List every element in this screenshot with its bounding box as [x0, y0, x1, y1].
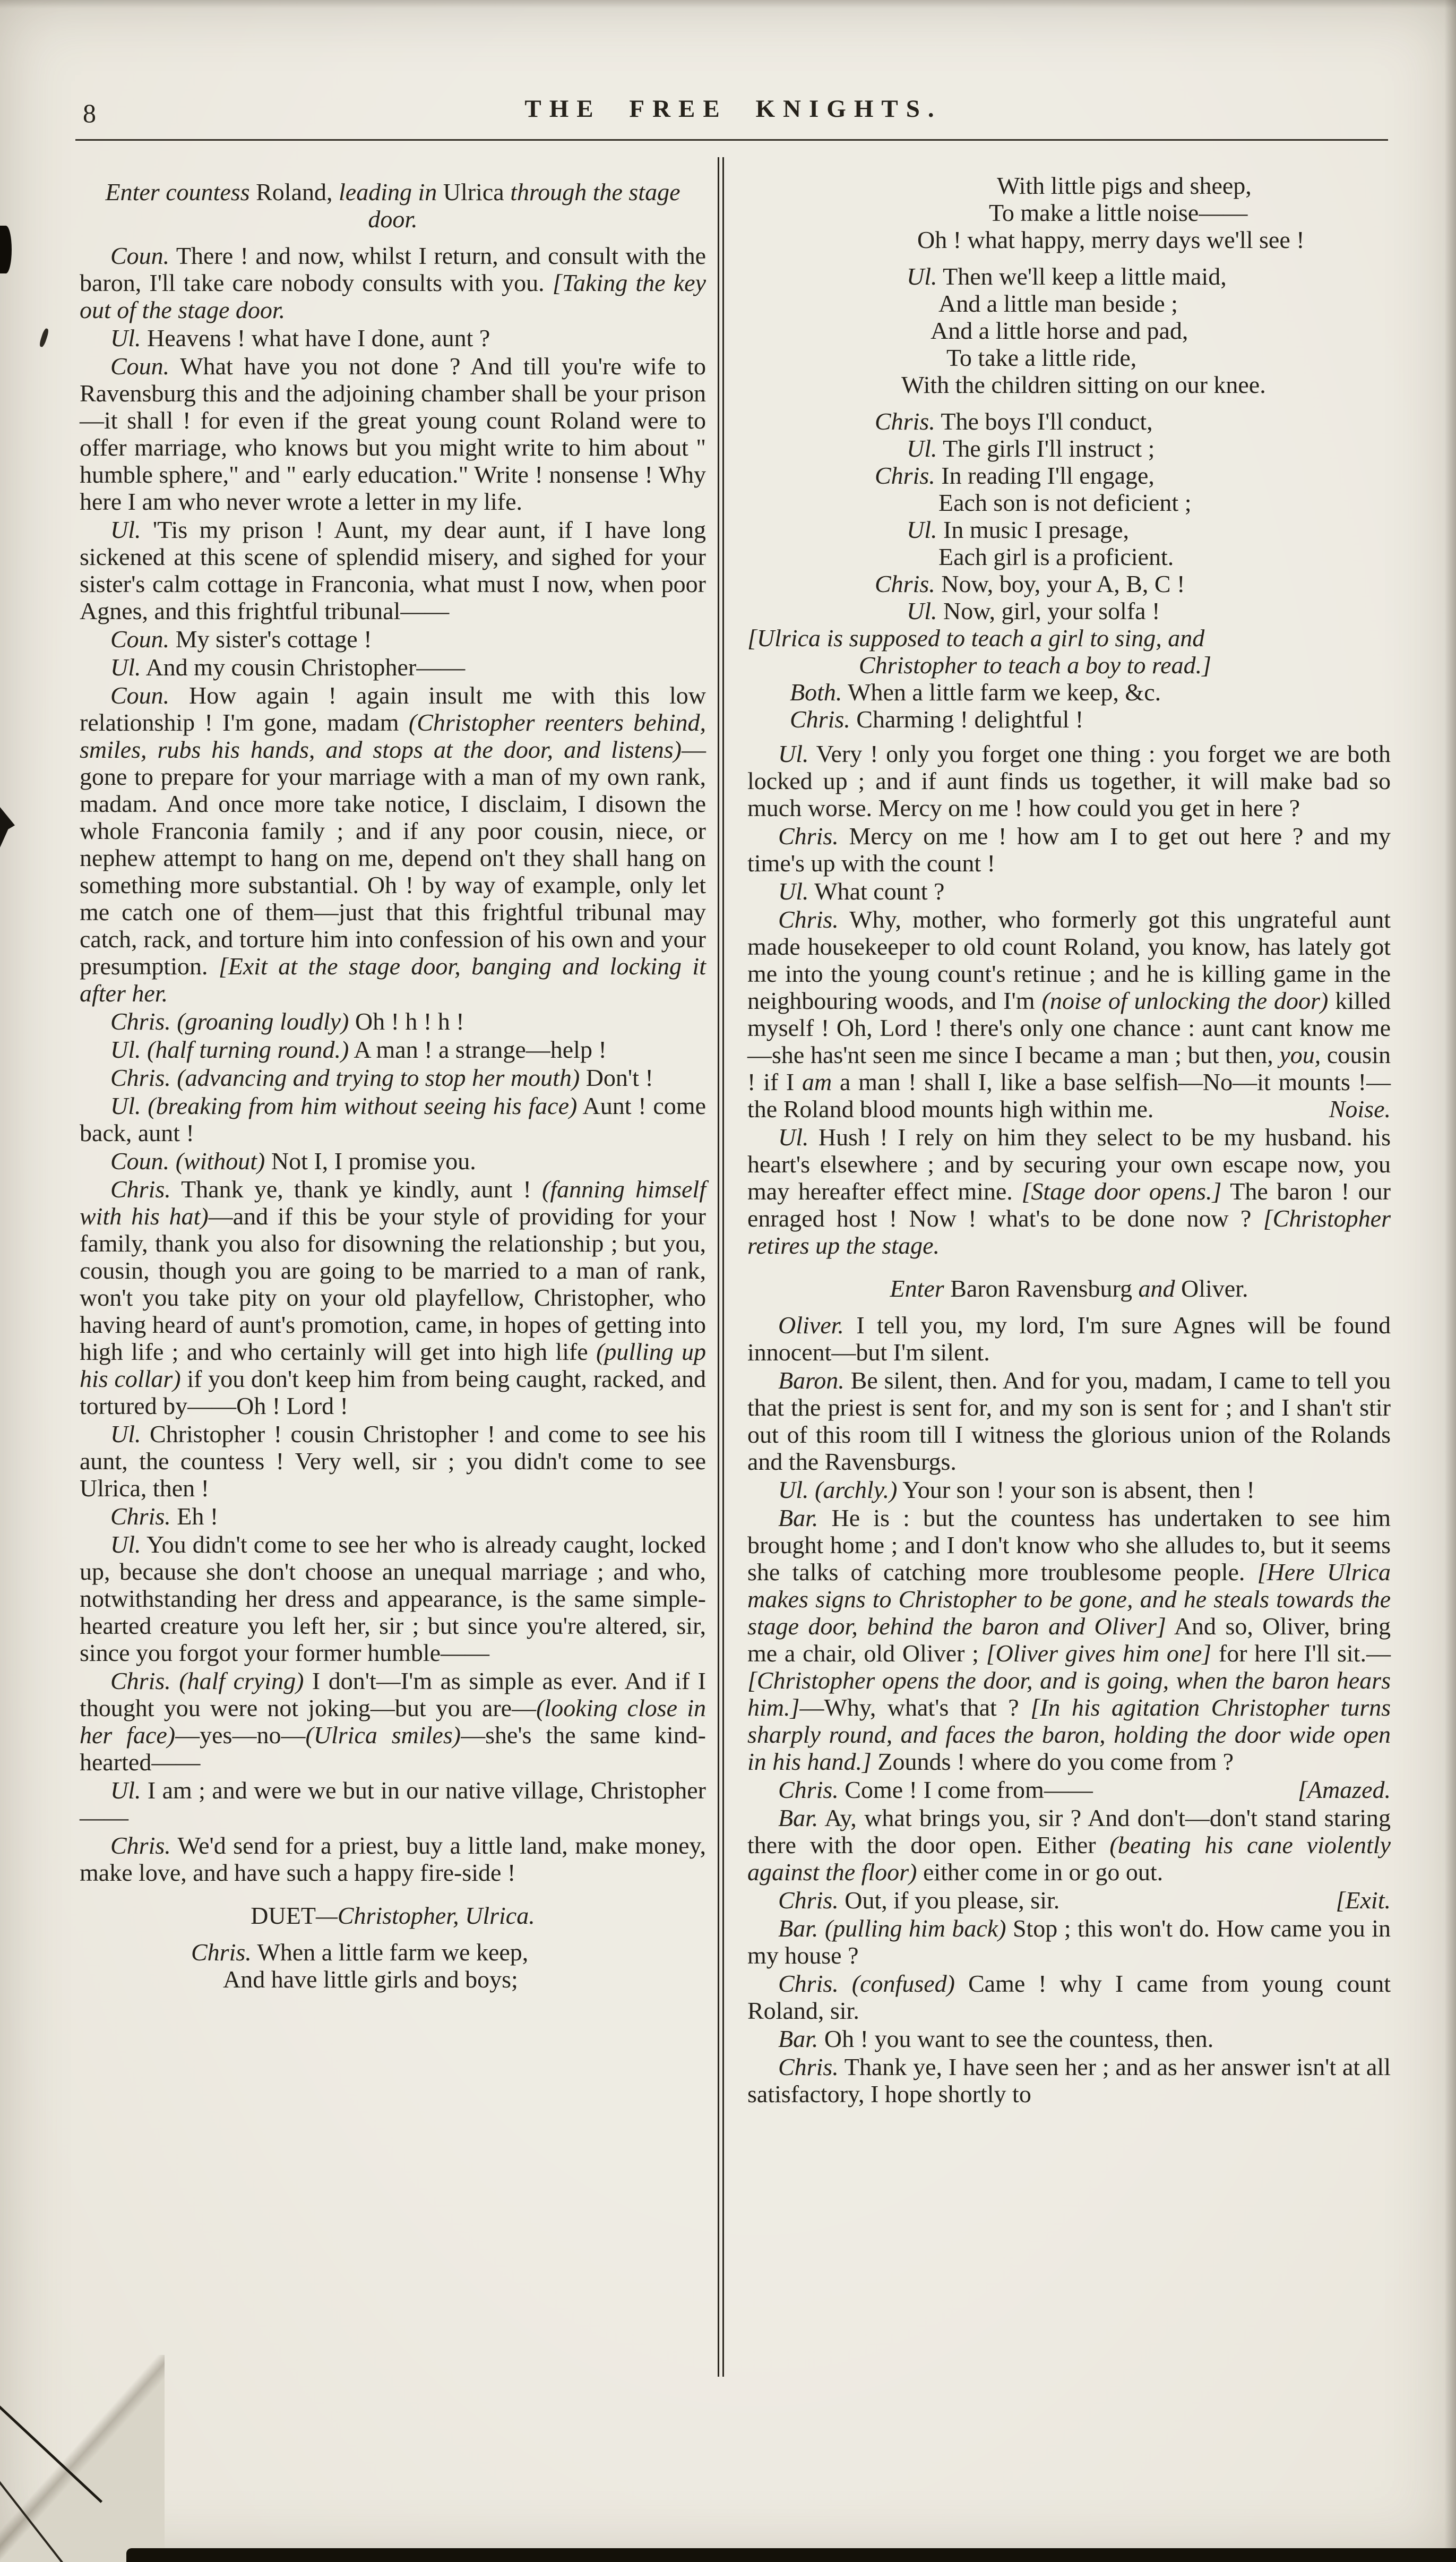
dialogue-text: Out, if you please, sir.	[838, 1887, 1060, 1914]
scan-artifact-ink-blob	[0, 807, 15, 847]
dialogue-text: We'd send for a priest, buy a little land, make money, make love, and have such a happy fire-side !	[80, 1832, 706, 1886]
scan-artifact-right-edge	[1444, 0, 1456, 2562]
verse-line	[938, 543, 1391, 570]
dialogue-text: I am ; and were we but in our native village, Christopher——	[80, 1777, 706, 1831]
stage-direction-text: (advancing and trying to stop her mouth)	[177, 1064, 580, 1091]
dialogue-text: a man ! shall I, like a base selfish—No—it mounts !—the Roland blood mounts high within me.	[747, 1068, 1391, 1123]
stage-direction-text: [Christopher retires up the stage.	[747, 1205, 1391, 1259]
verse-line	[907, 516, 1391, 543]
dialogue-text: What have you not done ? And till you're wife to Ravensburg this and the adjoining chamber shall be your prison—it shall ! for even if the great young count Roland were to offer marriage, who knows but you might write to him about " humble sphere," and " early education." Write ! nonsense ! Why here I am who never wrote a letter in my life.	[80, 353, 706, 515]
speech-paragraph	[80, 1503, 706, 1530]
dialogue-text: My sister's cottage !	[169, 625, 372, 653]
speech-paragraph	[80, 353, 706, 515]
verse-line	[790, 679, 1391, 706]
dialogue-text: Be silent, then. And for you, madam, I came to tell you that the priest is sent for, and my son is sent for ; and I shan't stir out of this room till I witness the glorious union of the Rolands and the Ravensburgs.	[747, 1367, 1391, 1475]
speech-paragraph	[747, 906, 1391, 1123]
dialogue-text: Oh ! h ! h !	[349, 1008, 464, 1035]
stage-direction-text: Chris.	[110, 1064, 171, 1091]
speech-paragraph	[747, 2053, 1391, 2107]
stage-direction-text: Ul.	[110, 1420, 141, 1447]
dialogue-text	[818, 1915, 824, 1942]
verse-line	[790, 706, 1391, 733]
dialogue-text: Roland,	[256, 178, 339, 205]
speech-paragraph	[747, 2025, 1391, 2052]
dialogue-text: Now, boy, your A, B, C !	[935, 570, 1185, 597]
dialogue-text: What count ?	[808, 878, 945, 905]
stage-direction-text: (archly.)	[815, 1476, 898, 1503]
dialogue-text: Not I, I promise you.	[265, 1147, 476, 1175]
dialogue-text: —gone to prepare for your marriage with a man of my own rank, madam. And once more take notice, I disclaim, I disown the whole Franconia family ; and if any poor cousin, niece, or nephew attempt to hang on me, depend on't they shall hang on something more substantial. Oh ! by way of example, only let me catch one of them—just that this frightful tribunal may catch, rack, and torture him into confession of his own and your presumption.	[80, 736, 706, 980]
speech-paragraph	[747, 1504, 1391, 1775]
speech-paragraph	[80, 1092, 706, 1146]
stage-direction-text: Enter	[890, 1275, 951, 1302]
page-number: 8	[83, 98, 96, 128]
dialogue-text: And my cousin Christopher——	[141, 654, 466, 681]
verse-line	[875, 570, 1391, 597]
stage-direction-text: Ul.	[778, 1124, 809, 1151]
stage-direction-text: Bar.	[778, 1915, 819, 1942]
stage-direction-text: [In his agitation Christopher turns sharply round, and faces the baron, holding the door wide open in his hand.]	[747, 1694, 1391, 1775]
speech-paragraph	[747, 878, 1391, 905]
dialogue-text: —yes—no—	[175, 1721, 306, 1749]
stage-direction-text: Chris.	[790, 706, 850, 733]
dialogue-text: Each son is not deficient ;	[938, 489, 1192, 516]
stage-direction-text: (half crying)	[179, 1667, 304, 1694]
speech-paragraph	[80, 242, 706, 323]
stage-direction-text: Ul.	[907, 597, 937, 624]
dialogue-text: There ! and now, whilst I return, and consult with the baron, I'll take care nobody consults with you.	[80, 242, 706, 296]
scan-artifact-ink-tick	[39, 328, 50, 347]
dialogue-text: Oh ! you want to see the countess, then.	[818, 2025, 1214, 2052]
speech-paragraph	[80, 1008, 706, 1035]
speech-paragraph	[747, 1476, 1391, 1503]
dialogue-text: How again ! again insult me with this low relationship ! I'm gone, madam	[80, 682, 706, 736]
dialogue-text: In reading I'll engage,	[935, 462, 1155, 489]
stage-direction-text: [Christopher opens the door, and is going, when the baron hears him.]	[747, 1667, 1391, 1721]
dialogue-text: Ulrica	[443, 178, 511, 205]
dialogue-text: —she's the same kind-hearted——	[80, 1721, 706, 1776]
speech-paragraph	[80, 1777, 706, 1831]
dialogue-text: killed myself ! Oh, Lord ! there's only one chance : aunt cant know me—she has'nt seen me since I became a man ; but then,	[747, 987, 1391, 1068]
stage-direction-text: [Exit at the stage door, banging and locking it after her.	[80, 953, 706, 1007]
stage-direction-text: —Christopher, Ulrica.	[315, 1902, 535, 1929]
dialogue-text	[171, 1008, 177, 1035]
dialogue-text: I don't—I'm as simple as ever. And if I thought you were not joking—but you are—	[80, 1667, 706, 1721]
dialogue-text	[169, 1147, 176, 1175]
dialogue-text: When a little farm we keep, &c.	[842, 679, 1161, 706]
speech-paragraph	[80, 1531, 706, 1666]
stage-direction-text: (beating his cane violently against the floor)	[747, 1831, 1391, 1886]
dialogue-text: The baron ! our enraged host ! Now ! what's to be done now ?	[747, 1178, 1391, 1232]
stage-direction-text: [Amazed.	[1297, 1776, 1391, 1803]
stage-direction-text: (fanning himself with his hat)	[80, 1176, 706, 1230]
stage-direction-text: (Ulrica smiles)	[305, 1721, 461, 1749]
speech-paragraph	[747, 740, 1391, 821]
dialogue-text: Come ! I come from——	[838, 1776, 1093, 1803]
verse-line	[191, 1939, 706, 1966]
dialogue-text: Your son ! your son is absent, then !	[897, 1476, 1255, 1503]
dialogue-text: 'Tis my prison ! Aunt, my dear aunt, if I have long sickened at this scene of splendid misery, and sighed for your sister's calm cottage in Franconia, what must I now, when poor Agnes, and this frightful tribunal——	[80, 516, 706, 624]
page-title: THE FREE KNIGHTS.	[524, 95, 942, 123]
stage-direction-text: [Stage door opens.]	[1021, 1178, 1222, 1205]
speech-paragraph	[747, 1312, 1391, 1366]
speech-paragraph	[747, 1804, 1391, 1886]
stage-direction-text: (breaking from him without seeing his face)	[148, 1092, 578, 1119]
song-verse	[747, 172, 1391, 253]
dialogue-text: if you don't keep him from being caught, racked, and tortured by——Oh ! Lord !	[80, 1365, 706, 1419]
verse-line	[875, 462, 1391, 489]
dialogue-text: Aunt ! come back, aunt !	[80, 1092, 706, 1146]
stage-direction-text: (half turning round.)	[147, 1036, 349, 1063]
running-head	[80, 95, 1387, 132]
speech-paragraph	[80, 1832, 706, 1886]
dialogue-text: And have little girls and boys;	[223, 1966, 518, 1993]
dialogue-text: Very ! only you forget one thing : you forget we are both locked up ; and if aunt finds us together, it will make bad so much worse. Mercy on me ! how could you get in here ?	[747, 740, 1391, 821]
dialogue-text: DUET	[251, 1902, 316, 1929]
dialogue-text: Stop ; this won't do. How came you in my house ?	[747, 1915, 1391, 1969]
dialogue-text: Hush ! I rely on him they select to be my husband. his heart's elsewhere ; and by securing your own escape now, you may hereafter effect mine.	[747, 1124, 1391, 1205]
speech-paragraph	[80, 625, 706, 653]
stage-direction-text: (confused)	[851, 1970, 955, 1997]
stage-direction-text: [Ulrica is supposed to teach a girl to sing, and	[747, 624, 1205, 652]
verse-line	[907, 435, 1391, 462]
speech-paragraph	[80, 1176, 706, 1419]
dialogue-text: A man ! a strange—help !	[349, 1036, 607, 1063]
song-verse	[747, 408, 1391, 733]
verse-line	[997, 172, 1391, 199]
dialogue-text: for here I'll sit.—	[1211, 1640, 1391, 1667]
stage-direction-text: Oliver.	[778, 1312, 844, 1339]
stage-direction-text: Ul.	[907, 435, 937, 462]
verse-line	[931, 317, 1391, 344]
dialogue-text: Oh ! what happy, merry days we'll see !	[917, 226, 1305, 253]
stage-direction-text: Ul.	[778, 740, 809, 767]
dialogue-text: Mercy on me ! how am I to get out here ? and my time's up with the count !	[747, 822, 1391, 877]
stage-direction-text: Chris.	[110, 1008, 171, 1035]
stage-direction-text: Ul.	[110, 324, 141, 352]
dialogue-text: Heavens ! what have I done, aunt ?	[141, 324, 490, 352]
dialogue-text: And a little man beside ;	[938, 290, 1178, 317]
stage-direction-text: [Here Ulrica makes signs to Christopher to be gone, and he steals towards the stage door, behind the baron and Oliver]	[747, 1558, 1391, 1640]
speech-paragraph	[80, 1147, 706, 1175]
stage-direction-text: Bar.	[778, 2025, 819, 2052]
stage-direction-text: Ul.	[110, 1531, 141, 1558]
dialogue-text: Came ! why I came from young count Roland, sir.	[747, 1970, 1391, 2024]
speech-paragraph	[747, 1124, 1391, 1259]
stage-direction-text: Coun.	[110, 625, 170, 653]
stage-direction-text: Bar.	[778, 1804, 819, 1831]
stage-direction-text: Christopher to teach a boy to read.]	[859, 652, 1211, 679]
speech-paragraph	[747, 1367, 1391, 1475]
dialogue-text	[839, 1970, 852, 1997]
song-verse	[80, 1939, 706, 1993]
dialogue-text: Charming ! delightful !	[850, 706, 1084, 733]
stage-direction-text: am	[802, 1068, 832, 1095]
stage-direction-text: Chris.	[110, 1176, 171, 1203]
dialogue-text: —and if this be your style of providing for your family, thank you also for disowning the relationship ; but you, cousin, though you are going to be married to a man of rank, won't you take pity on your old playfellow, Christopher, who having heard of aunt's promotion, came, in hopes of getting into high life ; and who certainly will get into high life	[80, 1203, 706, 1365]
dialogue-text: He is : but the countess has undertaken to see him brought home ; and I don't know who she alludes to, but it seems she talks of catching more troublesome people.	[747, 1504, 1391, 1586]
stage-direction-text: Chris.	[110, 1667, 171, 1694]
stage-direction-text: Chris.	[778, 906, 839, 933]
stage-direction-text: Ul.	[907, 263, 937, 290]
stage-direction-text: Ul.	[110, 516, 141, 543]
speech-paragraph	[80, 324, 706, 352]
stage-direction-text: through the stage door.	[368, 178, 680, 233]
stage-direction-text: Coun.	[110, 242, 170, 269]
stage-direction-text: and	[1138, 1275, 1182, 1302]
column-divider-rule	[718, 157, 724, 2377]
stage-direction-text: Chris.	[875, 408, 935, 435]
header-rule	[75, 139, 1388, 141]
dialogue-text: Zounds ! where do you come from ?	[871, 1748, 1234, 1775]
dialogue-text: Oliver.	[1181, 1275, 1248, 1302]
dialogue-text: either come in or go out.	[917, 1858, 1164, 1886]
dialogue-text: Now, girl, your solfa !	[937, 597, 1160, 624]
dialogue-text: In music I presage,	[937, 516, 1129, 543]
text-column-left	[80, 162, 706, 2000]
stage-direction-text: [Taking the key out of the stage door.	[80, 269, 706, 323]
stage-direction-text: (noise of unlocking the door)	[1041, 987, 1329, 1014]
speech-paragraph	[747, 1915, 1391, 1969]
dialogue-text: With little pigs and sheep,	[997, 172, 1252, 199]
speech-paragraph	[80, 654, 706, 681]
stage-direction-text: Ul.	[110, 1777, 141, 1804]
stage-direction-text: Enter countess	[105, 178, 256, 205]
stage-direction-text: Chris.	[875, 462, 935, 489]
speech-paragraph	[747, 1970, 1391, 2024]
verse-line	[901, 371, 1391, 398]
stage-direction-centered	[747, 1275, 1391, 1302]
dialogue-text: The boys I'll conduct,	[935, 408, 1153, 435]
stage-direction-text: (groaning loudly)	[177, 1008, 349, 1035]
dialogue-text: Ay, what brings you, sir ? And don't—don't stand staring there with the door open. Either	[747, 1804, 1391, 1858]
stage-direction-text: Chris.	[778, 822, 839, 850]
scan-artifact-bottom-shadow	[126, 2548, 1456, 2562]
speech-paragraph	[80, 1667, 706, 1776]
dialogue-text: When a little farm we keep,	[251, 1939, 529, 1966]
stage-direction-text: [Exit.	[1336, 1887, 1391, 1914]
verse-line	[917, 226, 1391, 253]
dialogue-text: I tell you, my lord, I'm sure Agnes will be found innocent—but I'm silent.	[747, 1312, 1391, 1366]
stage-direction-text: Chris.	[778, 1970, 839, 1997]
dialogue-text: cousin ! if I	[747, 1041, 1391, 1095]
scan-artifact-ink-blob	[0, 226, 12, 273]
dialogue-text: The girls I'll instruct ;	[937, 435, 1155, 462]
stage-direction-text: Ul.	[778, 1476, 809, 1503]
dialogue-text: To make a little noise——	[989, 199, 1248, 226]
stage-direction-text: [Oliver gives him one]	[986, 1640, 1212, 1667]
dialogue-text	[171, 1064, 177, 1091]
stage-direction-text: Chris.	[778, 1776, 839, 1803]
stage-direction-text: Ul.	[778, 878, 809, 905]
dialogue-text	[141, 1092, 148, 1119]
dialogue-text: Each girl is a proficient.	[938, 543, 1174, 570]
stage-direction-text: Ul.	[110, 1092, 141, 1119]
verse-line	[989, 199, 1391, 226]
speech-paragraph	[747, 822, 1391, 877]
speech-paragraph	[80, 516, 706, 624]
dialogue-text: You didn't come to see her who is already caught, locked up, because she don't choose an unequal marriage ; and who, notwithstanding her dress and appearance, is the same simple-hearted creature you left her, sir ; but since you're altered, sir, since you forgot your former humble——	[80, 1531, 706, 1666]
stage-direction-text: Ul.	[110, 654, 141, 681]
dialogue-text: Eh !	[170, 1503, 219, 1530]
dialogue-text: And a little horse and pad,	[931, 317, 1188, 344]
stage-direction-text: Both.	[790, 679, 842, 706]
stage-direction-text: Bar.	[778, 1504, 819, 1531]
dialogue-text: —Why, what's that ?	[799, 1694, 1031, 1721]
verse-line	[946, 344, 1391, 371]
stage-direction-text: Coun.	[110, 353, 170, 380]
speech-paragraph	[747, 1776, 1391, 1803]
dialogue-text: Then we'll keep a little maid,	[937, 263, 1227, 290]
stage-direction-text: you,	[1279, 1041, 1321, 1068]
stage-direction-centered	[80, 1902, 706, 1929]
verse-line	[223, 1966, 706, 1993]
stage-direction-text: Coun.	[110, 682, 170, 709]
stage-direction-text: Chris.	[778, 2053, 839, 2080]
dialogue-text	[141, 1036, 148, 1063]
stage-direction-text: (pulling up his collar)	[80, 1338, 706, 1392]
verse-line	[938, 290, 1391, 317]
stage-direction-text: Baron.	[778, 1367, 845, 1394]
stage-direction-text: Ul.	[110, 1036, 141, 1063]
stage-direction-text: Chris.	[110, 1832, 171, 1859]
dialogue-text	[809, 1476, 815, 1503]
song-verse	[747, 263, 1391, 398]
stage-direction-text: Chris.	[875, 570, 935, 597]
speech-paragraph	[80, 1036, 706, 1063]
dialogue-text: With the children sitting on our knee.	[901, 371, 1266, 398]
stage-direction-text: Chris.	[191, 1939, 252, 1966]
speech-paragraph	[747, 1887, 1391, 1914]
verse-line	[747, 624, 1391, 652]
stage-direction-centered	[80, 178, 706, 233]
verse-line	[907, 597, 1391, 624]
stage-direction-text: Coun.	[110, 1147, 170, 1175]
dialogue-text: Baron Ravensburg	[950, 1275, 1139, 1302]
dialogue-text: And so, Oliver, bring me a chair, old Oliver ;	[747, 1613, 1391, 1667]
dialogue-text: Christopher ! cousin Christopher ! and come to see his aunt, the countess ! Very well, sir ; you didn't come to see Ulrica, then !	[80, 1420, 706, 1502]
speech-paragraph	[80, 1064, 706, 1091]
verse-line	[907, 263, 1391, 290]
dialogue-text: Why, mother, who formerly got this ungrateful aunt made housekeeper to old count Roland, you know, has lately got me into the young count's retinue ; and he is killing game in the neighbouring woods, and I'm	[747, 906, 1391, 1014]
stage-direction-text: leading in	[339, 178, 443, 205]
dialogue-text: Thank ye, I have seen her ; and as her answer isn't at all satisfactory, I hope shortly to	[747, 2053, 1391, 2107]
dialogue-text: To take a little ride,	[946, 344, 1137, 371]
stage-direction-text: (pulling him back)	[824, 1915, 1006, 1942]
stage-direction-text: Chris.	[110, 1503, 171, 1530]
verse-line	[938, 489, 1391, 516]
stage-direction-text: (without)	[175, 1147, 265, 1175]
verse-line	[859, 652, 1391, 679]
speech-paragraph	[80, 682, 706, 1007]
verse-line	[875, 408, 1391, 435]
stage-direction-text: Noise.	[1329, 1095, 1391, 1123]
text-column-right	[747, 162, 1391, 2109]
stage-direction-text: Ul.	[907, 516, 937, 543]
stage-direction-text: Chris.	[778, 1887, 839, 1914]
stage-direction-text: (looking close in her face)	[80, 1694, 706, 1749]
stage-direction-text: (Christopher reenters behind, smiles, rubs his hands, and stops at the door, and listens)	[80, 709, 706, 763]
dialogue-text: Thank ye, thank ye kindly, aunt !	[170, 1176, 542, 1203]
speech-paragraph	[80, 1420, 706, 1502]
dialogue-text: Don't !	[580, 1064, 653, 1091]
dialogue-text	[171, 1667, 179, 1694]
scan-artifact-top-edge	[0, 0, 1456, 8]
scan-artifact-page-fold	[0, 2355, 165, 2562]
